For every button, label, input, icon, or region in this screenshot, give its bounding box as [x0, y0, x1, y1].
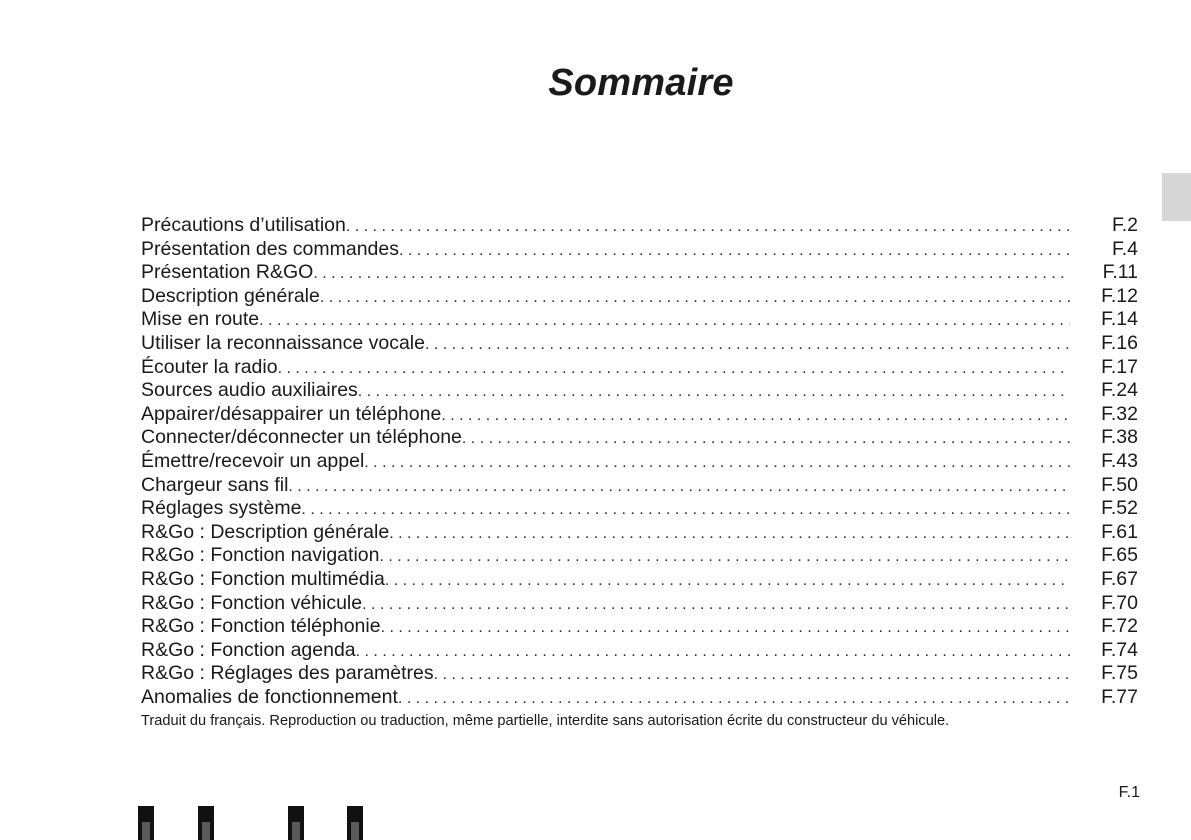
toc-entry-label: Précautions d’utilisation	[141, 214, 346, 236]
toc-entry[interactable]	[141, 285, 1138, 309]
toc-dot-leader	[434, 663, 1070, 686]
toc-entry-label: R&Go : Fonction téléphonie	[141, 615, 381, 638]
toc-entry-page: F.67	[1101, 567, 1138, 590]
toc-dot-leader	[379, 545, 1070, 568]
toc-entry[interactable]	[141, 379, 1138, 403]
print-crop-mark	[347, 806, 363, 840]
toc-dot-leader	[313, 262, 1070, 285]
toc-entry[interactable]	[141, 568, 1138, 592]
toc-dot-leader	[259, 309, 1070, 332]
toc-entry-page: F.24	[1101, 379, 1138, 402]
toc-entry-page: F.61	[1101, 520, 1138, 543]
toc-entry[interactable]	[141, 615, 1138, 639]
toc-entry-page: F.77	[1101, 685, 1138, 708]
toc-entry-page: F.65	[1101, 544, 1138, 567]
toc-entry-page: F.11	[1102, 261, 1138, 284]
toc-entry-label: R&Go : Fonction agenda	[141, 638, 356, 661]
toc-dot-leader	[425, 333, 1070, 356]
toc-dot-leader	[441, 404, 1070, 427]
toc-entry-page: F.43	[1101, 449, 1138, 472]
toc-entry[interactable]	[141, 686, 1138, 710]
toc-entry-page: F.38	[1101, 426, 1138, 449]
toc-entry-page: F.32	[1101, 402, 1138, 425]
toc-entry[interactable]	[141, 497, 1138, 521]
toc-dot-leader	[301, 498, 1070, 521]
toc-dot-leader	[381, 616, 1070, 639]
toc-dot-leader	[398, 687, 1070, 710]
toc-dot-leader	[356, 640, 1070, 663]
toc-entry-label: Émettre/recevoir un appel	[141, 449, 365, 472]
toc-entry-page: F.12	[1101, 284, 1138, 307]
toc-entry[interactable]	[141, 332, 1138, 356]
toc-entry[interactable]	[141, 592, 1138, 616]
toc-entry-label: Présentation des commandes	[141, 237, 399, 260]
toc-dot-leader	[288, 475, 1070, 498]
toc-entry[interactable]	[141, 426, 1138, 450]
translation-footnote: Traduit du français. Reproduction ou traduction, même partielle, interdite sans autorisation écrite du constructeur du véhicule.	[141, 713, 950, 729]
toc-entry-page: F.70	[1101, 591, 1138, 614]
toc-entry[interactable]	[141, 238, 1138, 262]
toc-dot-leader	[462, 427, 1070, 450]
toc-dot-leader	[399, 239, 1070, 262]
toc-entry-page: F.4	[1111, 237, 1138, 260]
print-crop-mark	[288, 806, 304, 840]
toc-entry[interactable]	[141, 308, 1138, 332]
toc-entry-label: Mise en route	[141, 308, 260, 331]
toc-entry-label: R&Go : Fonction véhicule	[141, 591, 363, 614]
section-tab-marker	[1162, 173, 1191, 221]
page-title: Sommaire	[548, 62, 734, 104]
table-of-contents	[141, 214, 1138, 709]
toc-entry-page: F.72	[1101, 615, 1138, 638]
toc-dot-leader	[362, 593, 1070, 616]
toc-entry-page: F.16	[1101, 331, 1138, 354]
toc-entry-page: F.75	[1101, 662, 1138, 685]
toc-entry-page: F.50	[1101, 473, 1138, 496]
toc-entry[interactable]	[141, 450, 1138, 474]
toc-entry-page: F.2	[1111, 214, 1138, 236]
toc-entry-label: Utiliser la reconnaissance vocale	[141, 331, 425, 354]
toc-entry-label: Écouter la radio	[141, 355, 278, 378]
toc-entry[interactable]	[141, 261, 1138, 285]
toc-entry-label: Réglages système	[141, 497, 302, 520]
print-crop-mark	[198, 806, 214, 840]
toc-entry[interactable]	[141, 521, 1138, 545]
toc-entry-page: F.17	[1101, 355, 1138, 378]
toc-entry-label: Anomalies de fonctionnement	[141, 685, 398, 708]
toc-entry-label: R&Go : Description générale	[141, 520, 390, 543]
toc-dot-leader	[278, 357, 1070, 380]
toc-entry-label: Connecter/déconnecter un téléphone	[141, 426, 462, 449]
toc-entry-page: F.74	[1101, 638, 1138, 661]
toc-entry-label: R&Go : Fonction navigation	[141, 544, 380, 567]
toc-dot-leader	[364, 451, 1070, 474]
toc-entry-page: F.14	[1101, 308, 1138, 331]
toc-entry[interactable]	[141, 639, 1138, 663]
toc-dot-leader	[320, 286, 1070, 309]
toc-entry-label: Chargeur sans fil	[141, 473, 289, 496]
toc-dot-leader	[385, 569, 1070, 592]
page-number: F.1	[1118, 784, 1140, 801]
toc-dot-leader	[389, 522, 1070, 545]
toc-dot-leader	[358, 380, 1070, 403]
toc-entry[interactable]	[141, 474, 1138, 498]
toc-entry-label: Sources audio auxiliaires	[141, 379, 358, 402]
toc-entry[interactable]	[141, 662, 1138, 686]
toc-entry-label: Présentation R&GO	[141, 261, 314, 284]
toc-entry-label: Appairer/désappairer un téléphone	[141, 402, 442, 425]
toc-dot-leader	[346, 215, 1070, 238]
toc-entry[interactable]	[141, 544, 1138, 568]
toc-entry-page: F.52	[1101, 497, 1138, 520]
toc-entry-label: R&Go : Fonction multimédia	[141, 567, 385, 590]
toc-entry[interactable]	[141, 403, 1138, 427]
print-crop-mark	[138, 806, 154, 840]
toc-entry-label: Description générale	[141, 284, 320, 307]
toc-entry[interactable]	[141, 214, 1138, 238]
toc-entry[interactable]	[141, 356, 1138, 380]
toc-entry-label: R&Go : Réglages des paramètres	[141, 662, 434, 685]
